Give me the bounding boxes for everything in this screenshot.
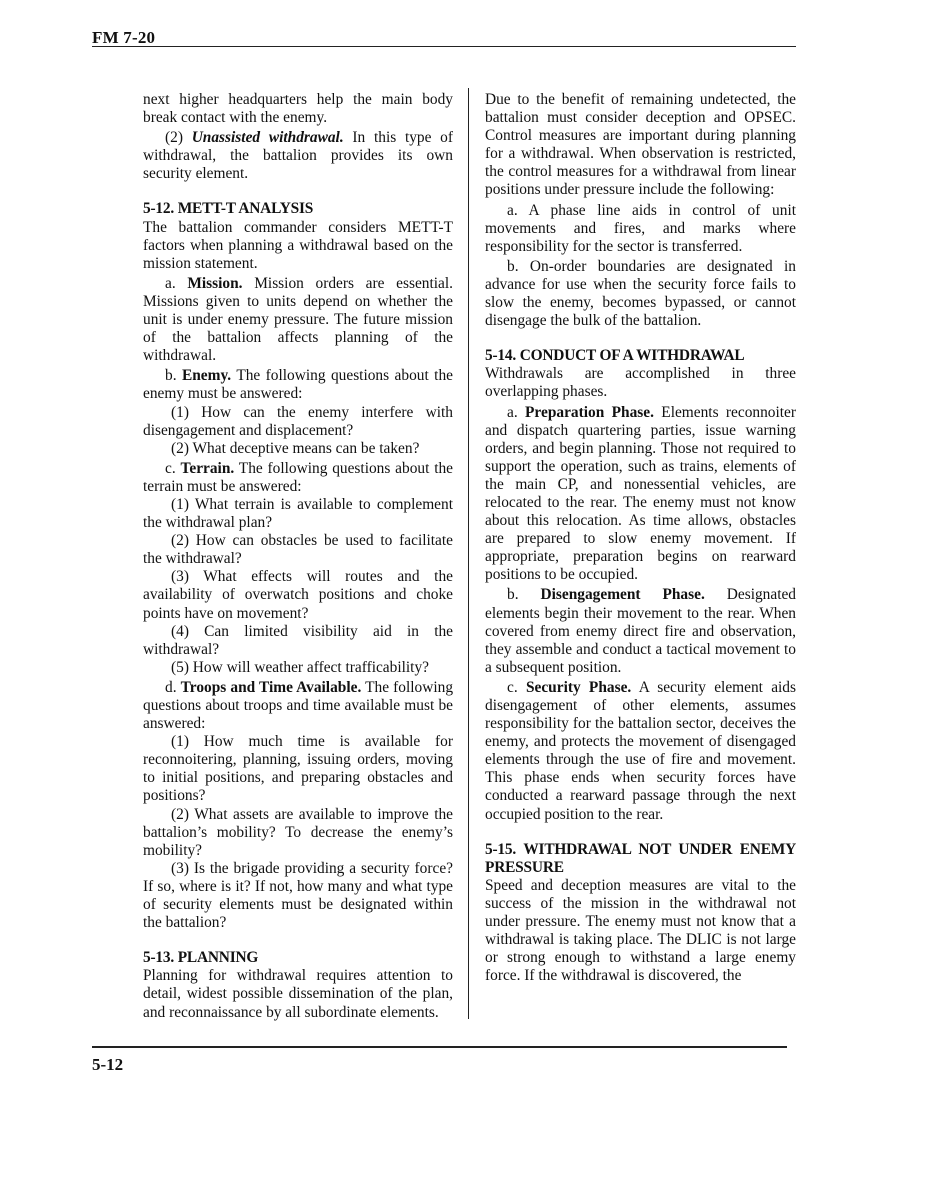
- left-column: [143, 91, 453, 1022]
- question-item: (4) Can limited visibility aid in the withdrawal?: [143, 622, 453, 658]
- paragraph-disengagement-phase: b. Disengagement Phase. Designated elements begin their movement to the rear. When covered from enemy direct fire and observation, they assemble and conduct a tactical movement to a subsequent position.: [485, 586, 796, 676]
- question-item: (1) How can the enemy interfere with disengagement and displacement?: [143, 403, 453, 439]
- paragraph-on-order-boundaries: b. On-order boundaries are designated in advance for use when the security force fails to slow the enemy, becomes bypassed, or cannot disengage the bulk of the battalion.: [485, 257, 796, 330]
- question-item: (2) What assets are available to improve the battalion’s mobility? To decrease the enemy’s mobility?: [143, 805, 453, 859]
- run-in-heading: Preparation Phase.: [525, 403, 654, 421]
- section-heading-5-13: 5-13. PLANNING: [143, 949, 259, 967]
- footer-rule: [92, 1046, 787, 1048]
- question-item: (3) What effects will routes and the availability of overwatch positions and choke points have on movement?: [143, 568, 453, 622]
- paragraph-phase-line: a. A phase line aids in control of unit movements and fires, and marks where responsibility for the sector is transferred.: [485, 201, 796, 255]
- page-number: 5-12: [92, 1055, 124, 1074]
- section-heading-5-15: 5-15. WITHDRAWAL NOT UNDER ENEMY PRESSURE: [485, 840, 796, 876]
- paragraph: Planning for withdrawal requires attention to detail, widest possible dissemination of the plan, and reconnaissance by all subordinate elements.: [143, 967, 453, 1021]
- paragraph-unassisted-withdrawal: (2) Unassisted withdrawal. In this type of withdrawal, the battalion provides its own security element.: [143, 129, 453, 183]
- run-in-heading: Disengagement Phase.: [540, 586, 705, 604]
- question-item: (2) What deceptive means can be taken?: [171, 439, 420, 457]
- header-rule: [92, 46, 796, 47]
- question-item: (3) Is the brigade providing a security force? If so, where is it? If not, how many and what type of security elements must be designated within the battalion?: [143, 859, 453, 932]
- paragraph-terrain: c. Terrain. The following questions about the terrain must be answered:: [143, 459, 453, 495]
- run-in-heading: Unassisted withdrawal.: [191, 129, 344, 147]
- run-in-heading: Terrain.: [180, 459, 235, 477]
- paragraph: next higher headquarters help the main body break contact with the enemy.: [143, 91, 453, 127]
- question-item: (1) How much time is available for reconnoitering, planning, issuing orders, moving to initial positions, and preparing obstacles and positions?: [143, 733, 453, 805]
- paragraph: Due to the benefit of remaining undetected, the battalion must consider deception and OPSEC. Control measures are important during planning for a withdrawal. When observation is restricted, the control measures for a withdrawal from linear positions under pressure include the following:: [485, 91, 796, 199]
- run-in-heading: Enemy.: [181, 367, 232, 385]
- paragraph: The battalion commander considers METT-T factors when planning a withdrawal based on the mission statement.: [143, 218, 453, 272]
- run-in-heading: Security Phase.: [525, 678, 632, 696]
- running-header: FM 7-20: [92, 28, 156, 47]
- right-column: [485, 91, 796, 985]
- paragraph-security-phase: c. Security Phase. A security element aids disengagement of other elements, assumes responsibility for the battalion sector, deceives the enemy, and protects the movement of disengaged elements through the use of fire and movement. This phase ends when security forces have conducted a rearward passage through the next occupied position to the rear.: [485, 678, 796, 823]
- paragraph: Withdrawals are accomplished in three overlapping phases.: [485, 365, 796, 401]
- run-in-heading: Troops and Time Available.: [180, 678, 362, 696]
- paragraph-troops-time: d. Troops and Time Available. The following questions about troops and time available must be answered:: [143, 678, 454, 733]
- run-in-heading: Mission.: [187, 274, 243, 292]
- paragraph: Speed and deception measures are vital to the success of the mission in the withdrawal not under pressure. The enemy must not know that a withdrawal is taking place. The DLIC is not large or strong enough to withstand a large enemy force. If the withdrawal is discovered, the: [485, 876, 796, 985]
- question-item: (1) What terrain is available to complement the withdrawal plan?: [143, 495, 453, 532]
- paragraph-mission: a. Mission. Mission orders are essential. Missions given to units depend on whether the unit is under enemy pressure. The future mission of the battalion affects planning of the withdrawal.: [143, 274, 453, 365]
- paragraph-enemy: b. Enemy. The following questions about the enemy must be answered:: [143, 367, 453, 403]
- paragraph-preparation-phase: a. Preparation Phase. Elements reconnoiter and dispatch quartering parties, issue warning orders, and begin planning. Those not required to support the operation, such as trains, elements of the main CP, and nonessential vehicles, are relocated to the rear. The enemy must not know about this relocation. As time allows, obstacles are prepared to slow enemy movement. If appropriate, preparation begins on rearward positions to be occupied.: [485, 403, 796, 584]
- column-divider: [468, 88, 469, 1019]
- section-heading-5-12: 5-12. METT-T ANALYSIS: [143, 200, 314, 218]
- question-item: (5) How will weather affect trafficability?: [171, 658, 429, 676]
- section-heading-5-14: 5-14. CONDUCT OF A WITHDRAWAL: [485, 347, 745, 365]
- question-item: (2) How can obstacles be used to facilitate the withdrawal?: [143, 532, 453, 568]
